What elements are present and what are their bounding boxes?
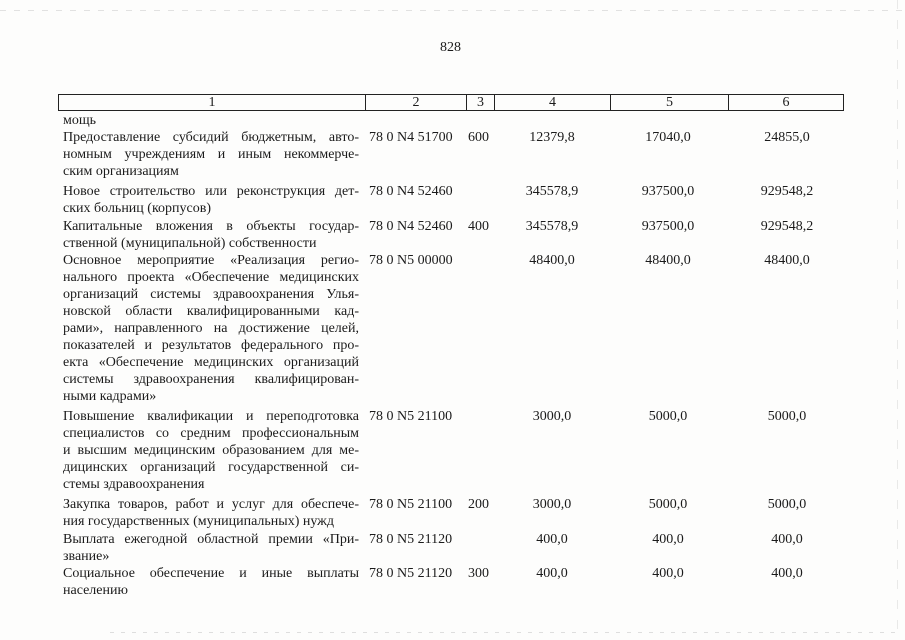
description-line: Основное мероприятие «Реализация регио- bbox=[63, 253, 359, 268]
column-header-3: 3 bbox=[466, 95, 494, 110]
scan-edge-top bbox=[0, 10, 905, 11]
row-code: 78 0 N4 51700 bbox=[369, 130, 453, 145]
row-description bbox=[63, 531, 359, 565]
row-description bbox=[63, 183, 359, 217]
description-line: и высшим медицинским образованием для ме- bbox=[63, 443, 359, 458]
row-value-col6: 929548,2 bbox=[760, 184, 814, 199]
description-line: показателей и результатов федерального про- bbox=[63, 338, 359, 353]
description-line: организаций системы здравоохранения Улья- bbox=[63, 287, 359, 302]
description-line: Закупка товаров, работ и услуг для обеспече- bbox=[63, 497, 359, 512]
row-value-col6: 400,0 bbox=[771, 566, 803, 581]
row-description bbox=[63, 252, 359, 405]
row-value-col4: 3000,0 bbox=[532, 497, 572, 512]
description-line: Выплата ежегодной областной премии «При- bbox=[63, 532, 359, 547]
description-line: Предоставление субсидий бюджетным, авто- bbox=[63, 130, 359, 145]
description-line: рами», направленного на достижение целей, bbox=[63, 321, 359, 336]
row-value-col6: 24855,0 bbox=[764, 130, 810, 145]
row-description bbox=[63, 565, 359, 599]
row-value-col4: 345578,9 bbox=[525, 219, 579, 234]
description-line: ских больниц (корпусов) bbox=[63, 201, 212, 216]
description-line: нального проекта «Обеспечение медицинских bbox=[63, 270, 359, 285]
row-code: 78 0 N5 21120 bbox=[369, 566, 453, 581]
row-value-col4: 48400,0 bbox=[529, 253, 575, 268]
row-code: 78 0 N5 21120 bbox=[369, 532, 453, 547]
row-value-col6: 48400,0 bbox=[764, 253, 810, 268]
description-line: Новое строительство или реконструкция дет- bbox=[63, 184, 359, 199]
description-line: стемы здравоохранения bbox=[63, 477, 205, 492]
description-line: екта «Обеспечение медицинских организаций bbox=[63, 355, 359, 370]
row-value-col6: 5000,0 bbox=[767, 497, 807, 512]
row-code: 78 0 N4 52460 bbox=[369, 219, 453, 234]
row-value-col5: 400,0 bbox=[652, 566, 684, 581]
column-header-1: 1 bbox=[208, 95, 216, 110]
description-line: Повышение квалификации и переподготовка bbox=[63, 409, 359, 424]
description-line: Социальное обеспечение и иные выплаты bbox=[63, 566, 359, 581]
row-code: 78 0 N5 21100 bbox=[369, 497, 453, 512]
scan-edge-right bbox=[897, 0, 898, 640]
description-line: системы здравоохранения квалифицирован- bbox=[63, 372, 359, 387]
description-line: специалистов со средним профессиональным bbox=[63, 426, 359, 441]
column-header-6: 6 bbox=[728, 95, 843, 110]
row-value-col4: 12379,8 bbox=[529, 130, 575, 145]
row-code: 78 0 N5 00000 bbox=[369, 253, 453, 268]
row-value-col5: 5000,0 bbox=[648, 409, 688, 424]
scan-edge-bottom bbox=[110, 632, 900, 633]
row-value-col6: 400,0 bbox=[771, 532, 803, 547]
column-header-4: 4 bbox=[494, 95, 610, 110]
row-expense-type: 200 bbox=[468, 497, 489, 512]
table-header bbox=[58, 94, 844, 111]
row-code: 78 0 N5 21100 bbox=[369, 409, 453, 424]
description-line: новской области квалифицированными кад- bbox=[63, 304, 359, 319]
row-description bbox=[63, 496, 359, 530]
row-value-col4: 400,0 bbox=[536, 532, 568, 547]
row-value-col5: 400,0 bbox=[652, 532, 684, 547]
description-line: ским организациям bbox=[63, 164, 179, 179]
row-expense-type: 400 bbox=[468, 219, 489, 234]
description-line: Капитальные вложения в объекты государ- bbox=[63, 219, 359, 234]
column-header-2: 2 bbox=[365, 95, 466, 110]
row-expense-type: 600 bbox=[468, 130, 489, 145]
row-value-col4: 400,0 bbox=[536, 566, 568, 581]
row-value-col4: 345578,9 bbox=[525, 184, 579, 199]
description-line: номным учреждениям и иным некоммерче- bbox=[63, 147, 359, 162]
description-line: ния государственных (муниципальных) нужд bbox=[63, 514, 334, 529]
column-header-5: 5 bbox=[610, 95, 728, 110]
description-line: населению bbox=[63, 583, 128, 598]
description-line: ственной (муниципальной) собственности bbox=[63, 236, 317, 251]
row-value-col6: 5000,0 bbox=[767, 409, 807, 424]
row-code: 78 0 N4 52460 bbox=[369, 184, 453, 199]
row-description bbox=[63, 218, 359, 252]
description-line: ными кадрами» bbox=[63, 389, 157, 404]
row-value-col6: 929548,2 bbox=[760, 219, 814, 234]
description-line: дицинских организаций государственной си- bbox=[63, 460, 359, 475]
row-value-col5: 5000,0 bbox=[648, 497, 688, 512]
continuation-line: мощь bbox=[63, 113, 97, 128]
row-value-col5: 48400,0 bbox=[645, 253, 691, 268]
page-number: 828 bbox=[440, 40, 461, 55]
row-value-col4: 3000,0 bbox=[532, 409, 572, 424]
row-description bbox=[63, 408, 359, 493]
row-expense-type: 300 bbox=[468, 566, 489, 581]
row-value-col5: 937500,0 bbox=[641, 184, 695, 199]
row-value-col5: 937500,0 bbox=[641, 219, 695, 234]
description-line: звание» bbox=[63, 549, 110, 564]
row-value-col5: 17040,0 bbox=[645, 130, 691, 145]
row-description bbox=[63, 129, 359, 180]
